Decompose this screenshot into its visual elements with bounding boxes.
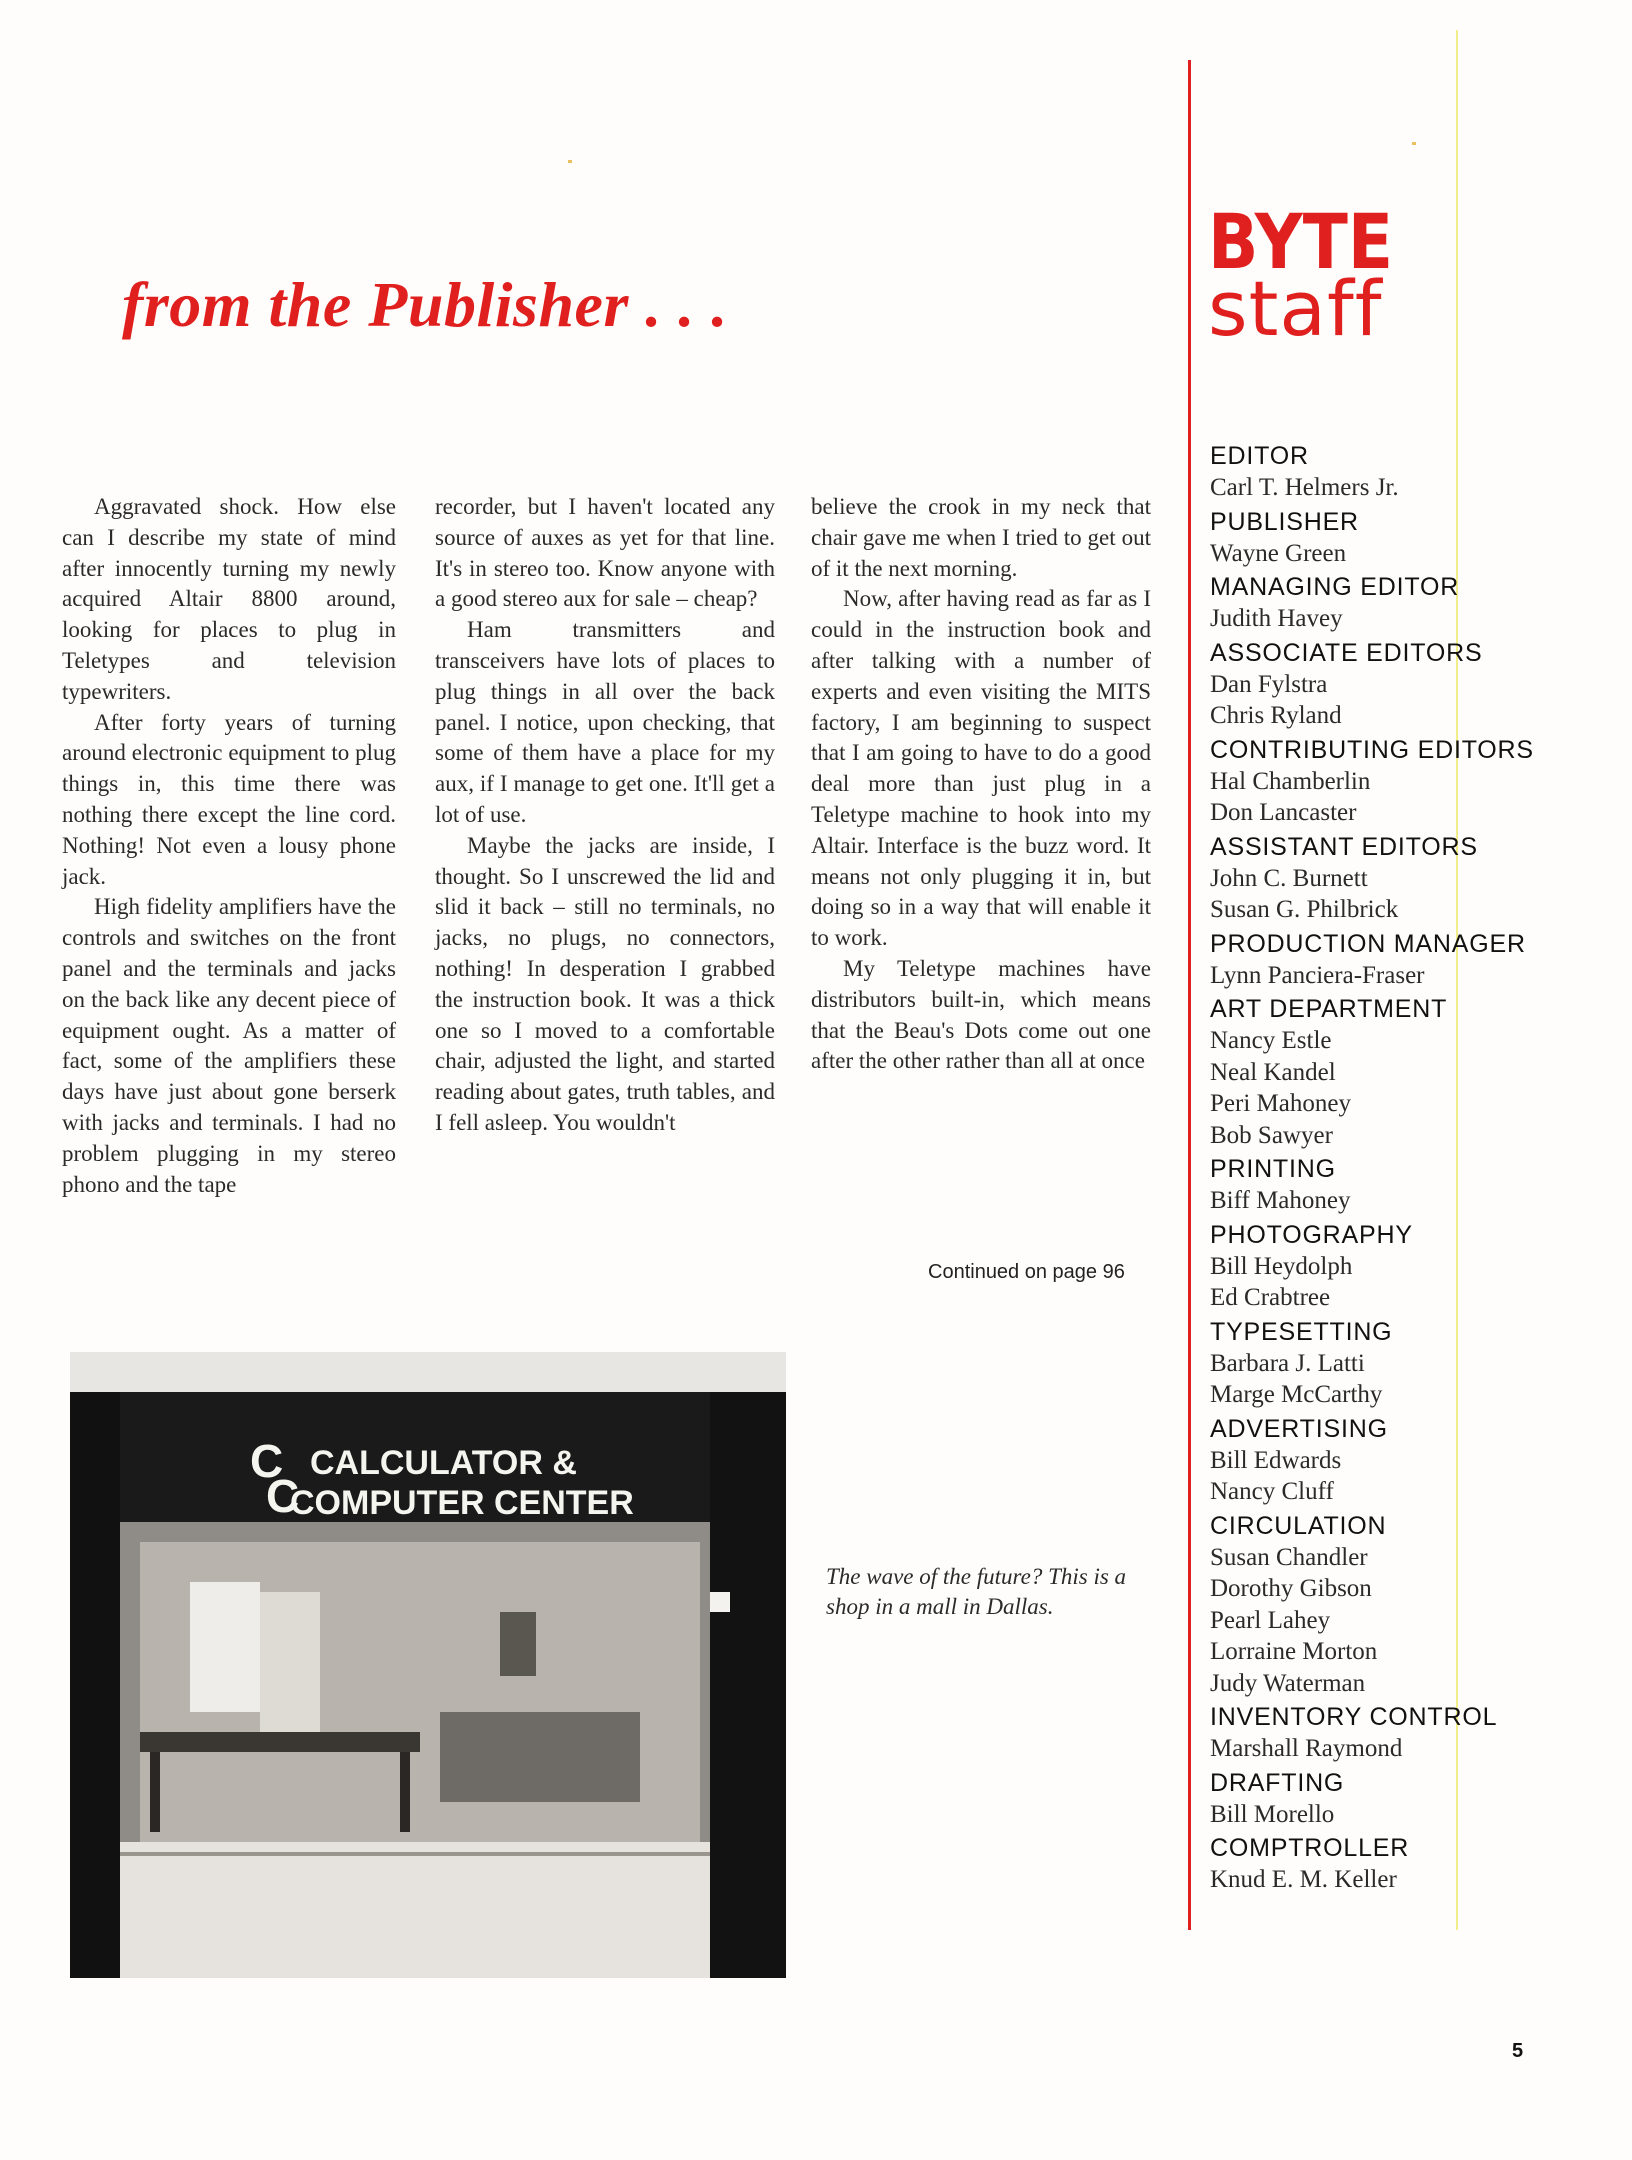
staff-member-name: Judy Waterman (1210, 1669, 1366, 1697)
staff-member-name: Susan G. Philbrick (1210, 896, 1399, 923)
staff-member-name: Nancy Estle (1210, 1027, 1332, 1054)
svg-text:C: C (250, 1435, 284, 1487)
staff-group (1210, 928, 1550, 992)
staff-member-name: Lynn Panciera-Fraser (1210, 961, 1425, 989)
staff-member-name: Biff Mahoney (1210, 1187, 1351, 1214)
page-title: from the Publisher . . . (122, 268, 728, 340)
paragraph: Maybe the jacks are inside, I thought. So I unscrewed the lid and slid it back – still no terminals, no jacks, no plugs, no connectors, nothing! In desperation I grabbed the instruction book. It was a thick one so I moved to a comfortable chair, adjusted the light, and started reading about gates, truth tables, and I fell asleep. You wouldn't (435, 832, 775, 1135)
staff-member-name: Wayne Green (1210, 539, 1347, 567)
staff-group (1210, 1510, 1550, 1700)
article-column-2 (435, 492, 775, 1139)
paragraph: After forty years of turning around electronic equipment to plug things in, this time there was nothing there except the line cord. Nothing! Not even a lousy phone jack. (62, 709, 396, 889)
paragraph: Now, after having read as far as I could in the instruction book and after talking with a number of experts and even visiting the MITS factory, I am beginning to suspect that I am going to have to do a good deal more than just plug in a Teletype machine to hook into my Altair. Interface is the buzz word. It means not only plugging it in, but doing so in a way that will enable it to work. (811, 586, 1151, 951)
staff-group (1210, 1219, 1550, 1314)
store-photo (70, 1352, 786, 1978)
staff-role-heading: ART DEPARTMENT (1210, 995, 1448, 1023)
staff-member-name: Dan Fylstra (1210, 670, 1328, 698)
staff-role-heading: DRAFTING (1210, 1768, 1345, 1797)
article-column-1 (62, 492, 396, 1200)
staff-group (1210, 571, 1550, 635)
staff-role-heading: PRODUCTION MANAGER (1210, 929, 1526, 958)
staff-member-name: Don Lancaster (1210, 799, 1357, 826)
staff-role-heading: MANAGING EDITOR (1210, 573, 1460, 601)
staff-role-heading: CONTRIBUTING EDITORS (1210, 735, 1534, 764)
paragraph: believe the crook in my neck that chair gave me when I tried to get out of it the next morning. (811, 494, 1151, 581)
staff-member-name: Marshall Raymond (1210, 1735, 1403, 1762)
staff-member-name: Neal Kandel (1210, 1058, 1336, 1086)
staff-member-name: Susan Chandler (1210, 1543, 1368, 1571)
staff-member-name: Lorraine Morton (1210, 1638, 1378, 1665)
staff-role-heading: PUBLISHER (1210, 507, 1359, 536)
store-photo-drawing (70, 1352, 786, 1978)
staff-role-heading: PHOTOGRAPHY (1210, 1220, 1413, 1249)
ink-speck (568, 160, 572, 163)
staff-member-name: Pearl Lahey (1210, 1606, 1331, 1634)
photo-caption: The wave of the future? This is a shop in a mall in Dallas. (826, 1564, 1127, 1619)
staff-member-name: John C. Burnett (1210, 864, 1368, 892)
sign-line-2: COMPUTER CENTER (290, 1484, 634, 1522)
staff-member-name: Bill Edwards (1210, 1446, 1342, 1474)
staff-role-heading: ADVERTISING (1210, 1414, 1388, 1443)
staff-member-name: Marge McCarthy (1210, 1381, 1383, 1408)
staff-member-name: Barbara J. Latti (1210, 1349, 1365, 1377)
sign-line-1: CALCULATOR & (310, 1444, 577, 1482)
svg-text:C: C (266, 1470, 300, 1522)
staff-subtitle: staff (1208, 264, 1383, 353)
byte-logo-text: BYTE (1208, 200, 1393, 280)
paragraph: recorder, but I haven't located any source of auxes as yet for that line. It's in stereo too. Know anyone with a good stereo aux for sale – cheap? (435, 494, 775, 612)
staff-role-heading: CIRCULATION (1210, 1511, 1387, 1540)
staff-list (1210, 440, 1550, 1898)
staff-group (1210, 1701, 1550, 1765)
staff-group (1210, 506, 1550, 570)
byte-staff-logo (1208, 200, 1438, 353)
staff-role-heading: COMPTROLLER (1210, 1834, 1410, 1862)
paragraph: Ham transmitters and transceivers have lots of places to plug things in all over the back panel. I notice, upon checking, that some of them have a place for my aux, if I manage to get one. It'll get a lot of use. (435, 617, 775, 827)
staff-group (1210, 1316, 1550, 1411)
staff-role-heading: TYPESETTING (1210, 1317, 1393, 1346)
staff-group (1210, 831, 1550, 926)
staff-group (1210, 637, 1550, 732)
staff-member-name: Hal Chamberlin (1210, 767, 1371, 795)
staff-role-heading: ASSISTANT EDITORS (1210, 832, 1478, 861)
staff-member-name: Chris Ryland (1210, 702, 1342, 729)
staff-member-name: Judith Havey (1210, 605, 1343, 632)
staff-group (1210, 993, 1550, 1151)
staff-group (1210, 440, 1550, 504)
staff-group (1210, 1153, 1550, 1217)
page-number: 5 (1512, 2040, 1524, 2062)
staff-member-name: Peri Mahoney (1210, 1090, 1351, 1117)
staff-group (1210, 1832, 1550, 1896)
staff-member-name: Knud E. M. Keller (1210, 1866, 1397, 1893)
staff-group (1210, 1413, 1550, 1508)
staff-group (1210, 734, 1550, 829)
staff-member-name: Bob Sawyer (1210, 1121, 1333, 1149)
staff-member-name: Dorothy Gibson (1210, 1575, 1372, 1602)
staff-member-name: Nancy Cluff (1210, 1478, 1334, 1505)
staff-role-heading: INVENTORY CONTROL (1210, 1703, 1498, 1731)
staff-role-heading: ASSOCIATE EDITORS (1210, 638, 1483, 667)
staff-group (1210, 1767, 1550, 1831)
staff-member-name: Bill Morello (1210, 1800, 1335, 1828)
ink-speck (1412, 142, 1416, 145)
continued-note: Continued on page 96 (928, 1261, 1125, 1283)
staff-role-heading: PRINTING (1210, 1155, 1336, 1183)
paragraph: My Teletype machines have distributors built-in, which means that the Beau's Dots come out one after the other rather than all at once (811, 955, 1151, 1074)
staff-member-name: Bill Heydolph (1210, 1252, 1353, 1280)
staff-role-heading: EDITOR (1210, 442, 1309, 470)
paragraph: High fidelity amplifiers have the controls and switches on the front panel and the terminals and jacks on the back like any decent piece of equipment ought. As a matter of fact, some of the amplifiers these days have just about gone berserk with jacks and terminals. I had no problem plugging in my stereo phono and the tape (62, 894, 396, 1197)
article-column-3 (811, 492, 1151, 1077)
staff-member-name: Ed Crabtree (1210, 1284, 1331, 1311)
paragraph: Aggravated shock. How else can I describe my state of mind after innocently turning my newly acquired Altair 8800 around, looking for places to plug in Teletypes and television typewriters. (62, 494, 396, 704)
red-divider (1188, 60, 1191, 1930)
staff-member-name: Carl T. Helmers Jr. (1210, 474, 1399, 501)
